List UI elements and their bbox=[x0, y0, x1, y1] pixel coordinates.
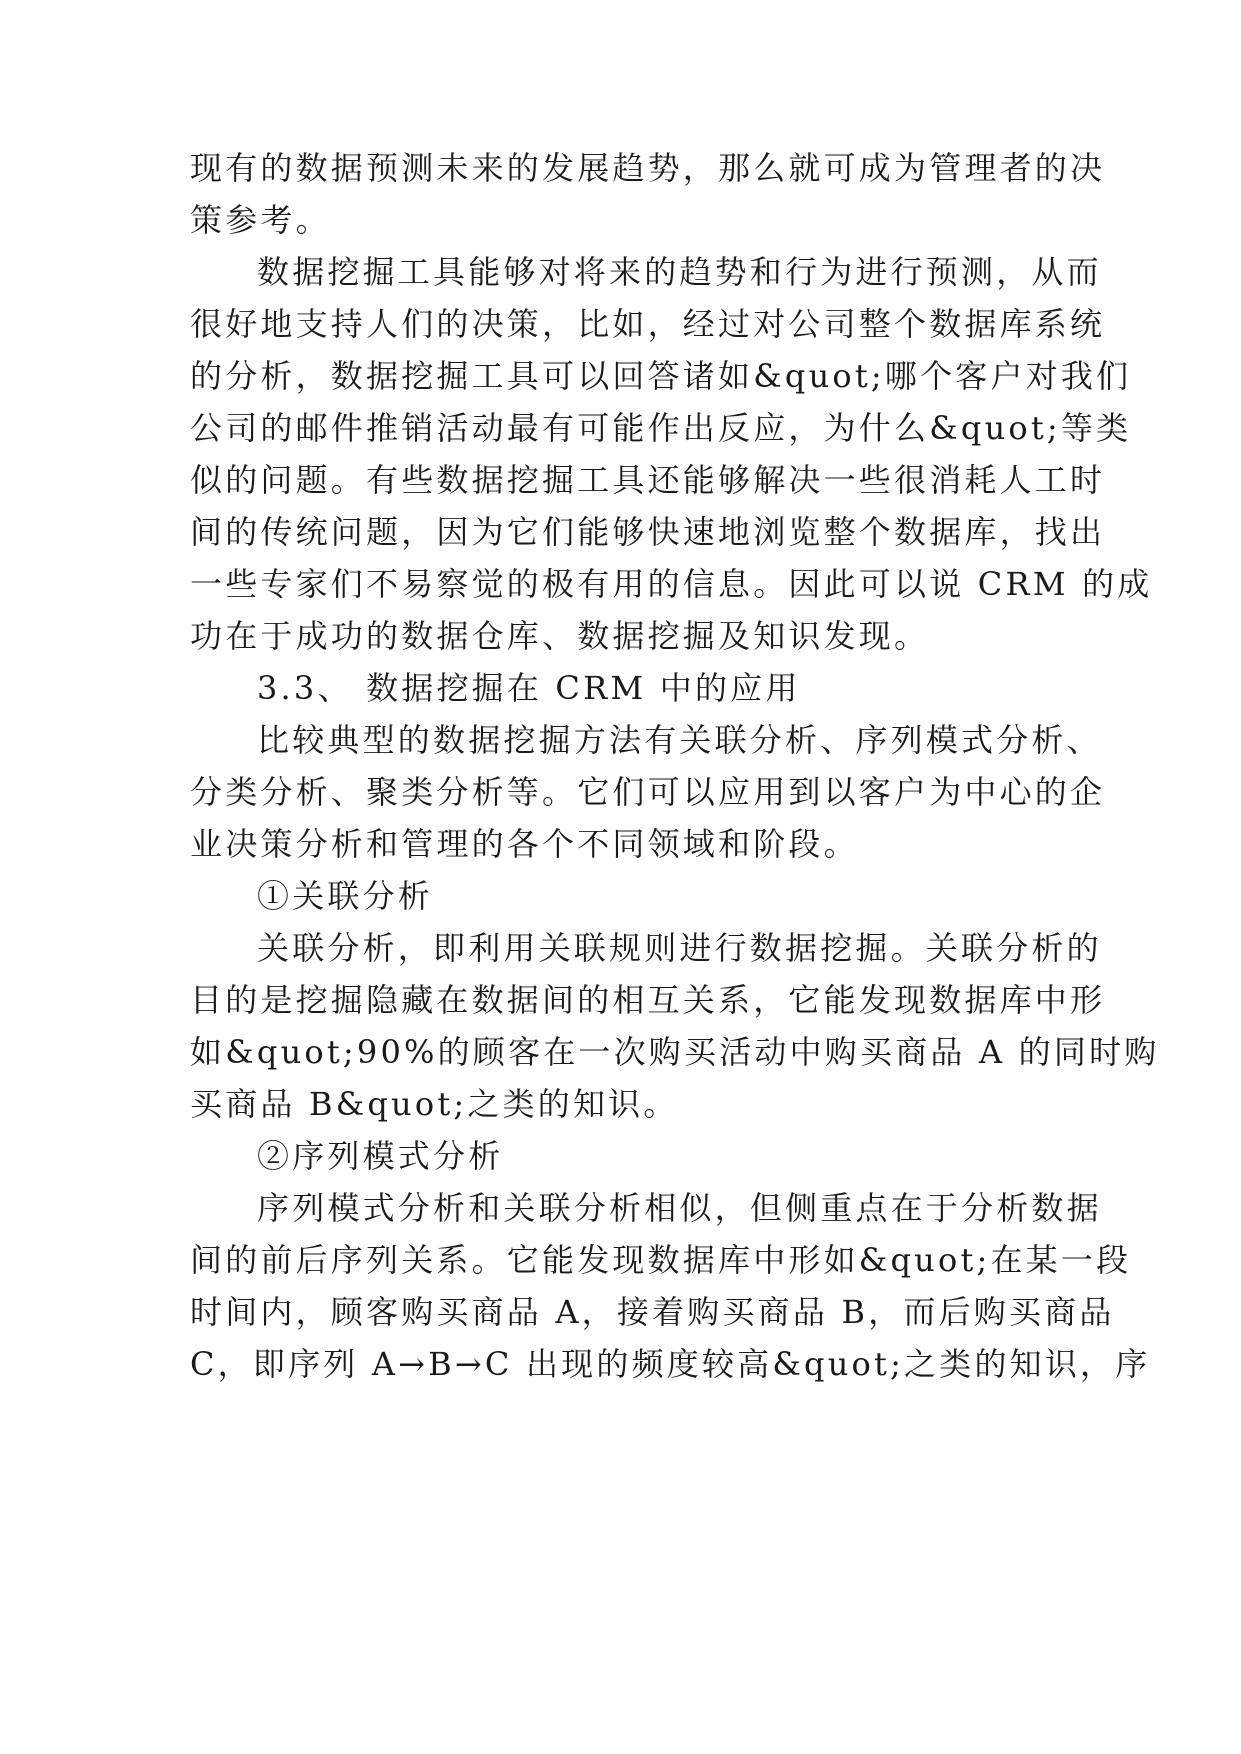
paragraph-line: 关联分析，即利用关联规则进行数据挖掘。关联分析的 bbox=[257, 929, 1102, 967]
paragraph-line: 业决策分析和管理的各个不同领域和阶段。 bbox=[190, 825, 859, 863]
paragraph-line: 如&quot;90%的顾客在一次购买活动中购买商品 A 的同时购 bbox=[190, 1033, 1160, 1071]
section-heading: 3.3、 数据挖掘在 CRM 中的应用 bbox=[257, 669, 801, 707]
paragraph-line: C，即序列 A→B→C 出现的频度较高&quot;之类的知识，序 bbox=[190, 1345, 1151, 1383]
paragraph-line: 间的前后序列关系。它能发现数据库中形如&quot;在某一段 bbox=[190, 1241, 1132, 1279]
paragraph-line: 功在于成功的数据仓库、数据挖掘及知识发现。 bbox=[190, 617, 930, 655]
paragraph-line: 序列模式分析和关联分析相似，但侧重点在于分析数据 bbox=[257, 1189, 1102, 1227]
paragraph-line: 比较典型的数据挖掘方法有关联分析、序列模式分析、 bbox=[257, 721, 1102, 759]
paragraph-line: 的分析，数据挖掘工具可以回答诸如&quot;哪个客户对我们 bbox=[190, 357, 1132, 395]
paragraph-line: 时间内，顾客购买商品 A，接着购买商品 B，而后购买商品 bbox=[190, 1293, 1115, 1331]
paragraph-line: 一些专家们不易察觉的极有用的信息。因此可以说 CRM 的成 bbox=[190, 565, 1153, 603]
paragraph-line: 数据挖掘工具能够对将来的趋势和行为进行预测，从而 bbox=[257, 253, 1102, 291]
paragraph-line: 很好地支持人们的决策，比如，经过对公司整个数据库系统 bbox=[190, 305, 1106, 343]
paragraph-line: 公司的邮件推销活动最有可能作出反应，为什么&quot;等类 bbox=[190, 409, 1132, 447]
paragraph-line: 买商品 B&quot;之类的知识。 bbox=[190, 1085, 679, 1123]
paragraph-line: 间的传统问题，因为它们能够快速地浏览整个数据库，找出 bbox=[190, 513, 1106, 551]
paragraph-line: 现有的数据预测未来的发展趋势，那么就可成为管理者的决 bbox=[190, 149, 1106, 187]
paragraph-line: 分类分析、聚类分析等。它们可以应用到以客户为中心的企 bbox=[190, 773, 1106, 811]
subsection-heading: ②序列模式分析 bbox=[257, 1137, 504, 1175]
paragraph-line: 策参考。 bbox=[190, 201, 331, 239]
paragraph-line: 目的是挖掘隐藏在数据间的相互关系，它能发现数据库中形 bbox=[190, 981, 1106, 1019]
paragraph-line: 似的问题。有些数据挖掘工具还能够解决一些很消耗人工时 bbox=[190, 461, 1106, 499]
subsection-heading: ①关联分析 bbox=[257, 877, 434, 915]
